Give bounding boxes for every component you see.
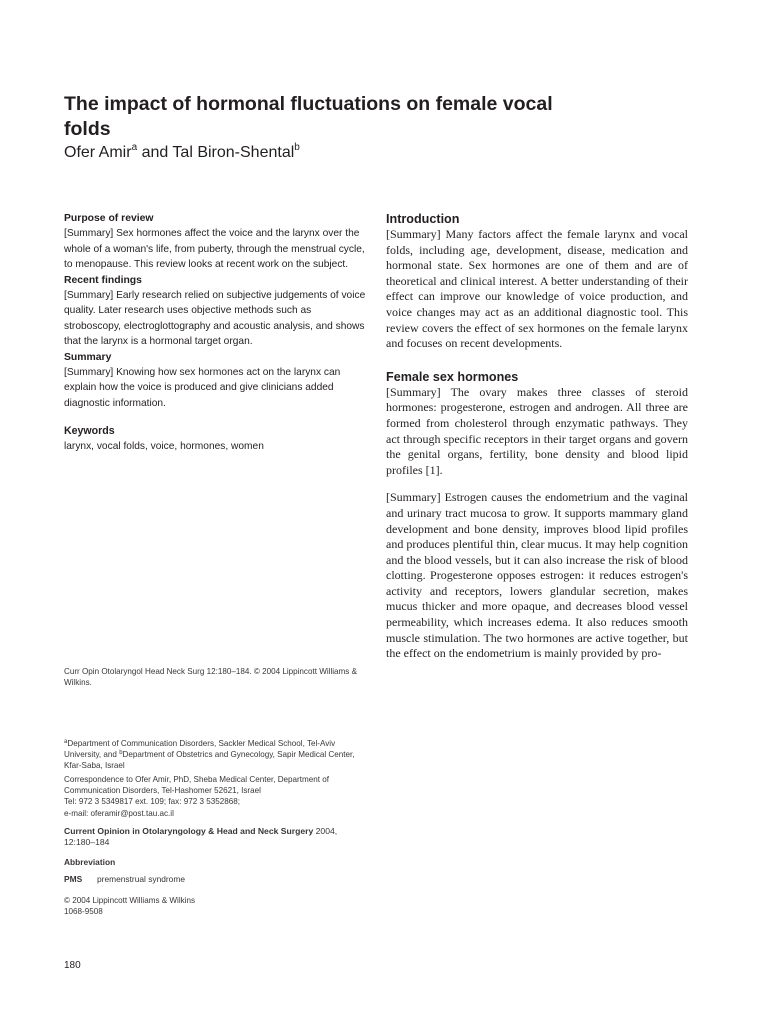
- journal-year: 2004,: [313, 826, 338, 836]
- copyright-block: [64, 895, 364, 917]
- female-sex-hormones-text: [Summary] The ovary makes three classes of steroid hormones: progesterone, estrogen and androgen. All three are formed from cholesterol through enzymatic pathways. They act through specific receptors in their target organs and govern the genital organs, fertility, bone density and blood lipid profiles [1].: [386, 384, 688, 477]
- affiliation-text: Department of Obstetrics and Gynecology, Sapir Medical Center, Kfar-Saba, Israel: [64, 750, 355, 771]
- findings-heading: Recent findings: [64, 274, 142, 286]
- correspondence-address: Correspondence to Ofer Amir, PhD, Sheba Medical Center, Department of Communication Disorders, Tel-Hashomer 52621, Israel: [64, 775, 329, 796]
- affiliation-marker: a: [64, 739, 68, 745]
- abbreviation-definition: premenstrual syndrome: [97, 874, 185, 884]
- estrogen-paragraph: [Summary] Estrogen causes the endometrium and the vaginal and urinary tract mucosa to grow. It supports mammary gland development and bone density, improves blood lipid profiles and produces plentiful thin, clear mucus. It may help cognition and the blood vessels, but it can also increase the risk of blood clotting. Progesterone opposes estrogen: it reduces estrogen's activity and receptors, lowers glandular secretion, makes mucus thicker and more opaque, and decreases blood vessel permeability, which increases edema. It also reduces smooth muscle stimulation. The two hormones are active together, but the effect on the endometrium is mainly provided by pro-: [386, 490, 688, 661]
- issn-text: 1068-9508: [64, 907, 103, 917]
- abbreviation-term: PMS: [64, 874, 83, 884]
- author-name: and Tal Biron-Shental: [141, 144, 295, 161]
- body-column: [386, 211, 688, 662]
- affiliation-marker: b: [119, 750, 123, 757]
- correspondence-email: e-mail: oferamir@post.tau.ac.il: [64, 808, 174, 818]
- page-number: 180: [64, 960, 81, 971]
- copyright-text: © 2004 Lippincott Williams & Wilkins: [64, 896, 196, 905]
- keywords-text: larynx, vocal folds, voice, hormones, women: [64, 441, 264, 453]
- abstract-column: [64, 211, 368, 455]
- author-name: Ofer Amir: [64, 144, 132, 161]
- summary-text: [Summary] Knowing how sex hormones act on the larynx can explain how the voice is produced and give clinicians added diagnostic information.: [64, 367, 341, 409]
- female-sex-hormones-heading: Female sex hormones: [386, 369, 519, 384]
- journal-volume: 12:180–184: [64, 837, 110, 848]
- journal-reference: [64, 826, 364, 848]
- affiliation-text: Department of Communication Disorders, Sackler Medical School, Tel-Aviv University, and: [64, 739, 336, 760]
- abbreviation-row: [64, 874, 364, 885]
- affiliations: [64, 738, 364, 772]
- author-line: [64, 143, 300, 163]
- citation-line: Curr Opin Otolaryngol Head Neck Surg 12:180–184. © 2004 Lippincott Williams & Wilkins.: [64, 667, 357, 688]
- introduction-heading: Introduction: [386, 212, 460, 226]
- purpose-heading: Purpose of review: [64, 213, 154, 224]
- purpose-text: [Summary] Sex hormones affect the voice and the larynx over the whole of a woman's life, from puberty, through the menstrual cycle, to menopause. This review looks at recent work on the subject.: [64, 228, 365, 271]
- article-title: The impact of hormonal fluctuations on female vocal folds: [64, 93, 553, 140]
- summary-heading: Summary: [64, 351, 112, 363]
- keywords-heading: Keywords: [64, 425, 115, 438]
- abbreviation-heading: Abbreviation: [64, 857, 116, 867]
- findings-text: [Summary] Early research relied on subjective judgements of voice quality. Later research uses objective methods such as stroboscopy, electroglottography and acoustic analysis, and shows that the larynx is a hormonal target organ.: [64, 290, 366, 348]
- journal-name: Current Opinion in Otolaryngology & Head and Neck Surgery: [64, 826, 314, 836]
- introduction-text: [Summary] Many factors affect the female larynx and vocal folds, including age, development, disease, medication and hormonal state. Sex hormones are one of them and are of theoretical and clinical interest. A better understanding of their effect can improve our knowledge of voice production, and voice changes may act as an additional diagnostic tool. This review covers the effect of sex hormones on the female larynx and focuses on recent developments.: [386, 227, 688, 351]
- author-affiliation-marker: b: [294, 142, 300, 153]
- correspondence-phone: Tel: 972 3 5349817 ext. 109; fax: 972 3 5352868;: [64, 797, 240, 807]
- author-affiliation-marker: a: [131, 142, 138, 153]
- correspondence-block: [64, 774, 364, 819]
